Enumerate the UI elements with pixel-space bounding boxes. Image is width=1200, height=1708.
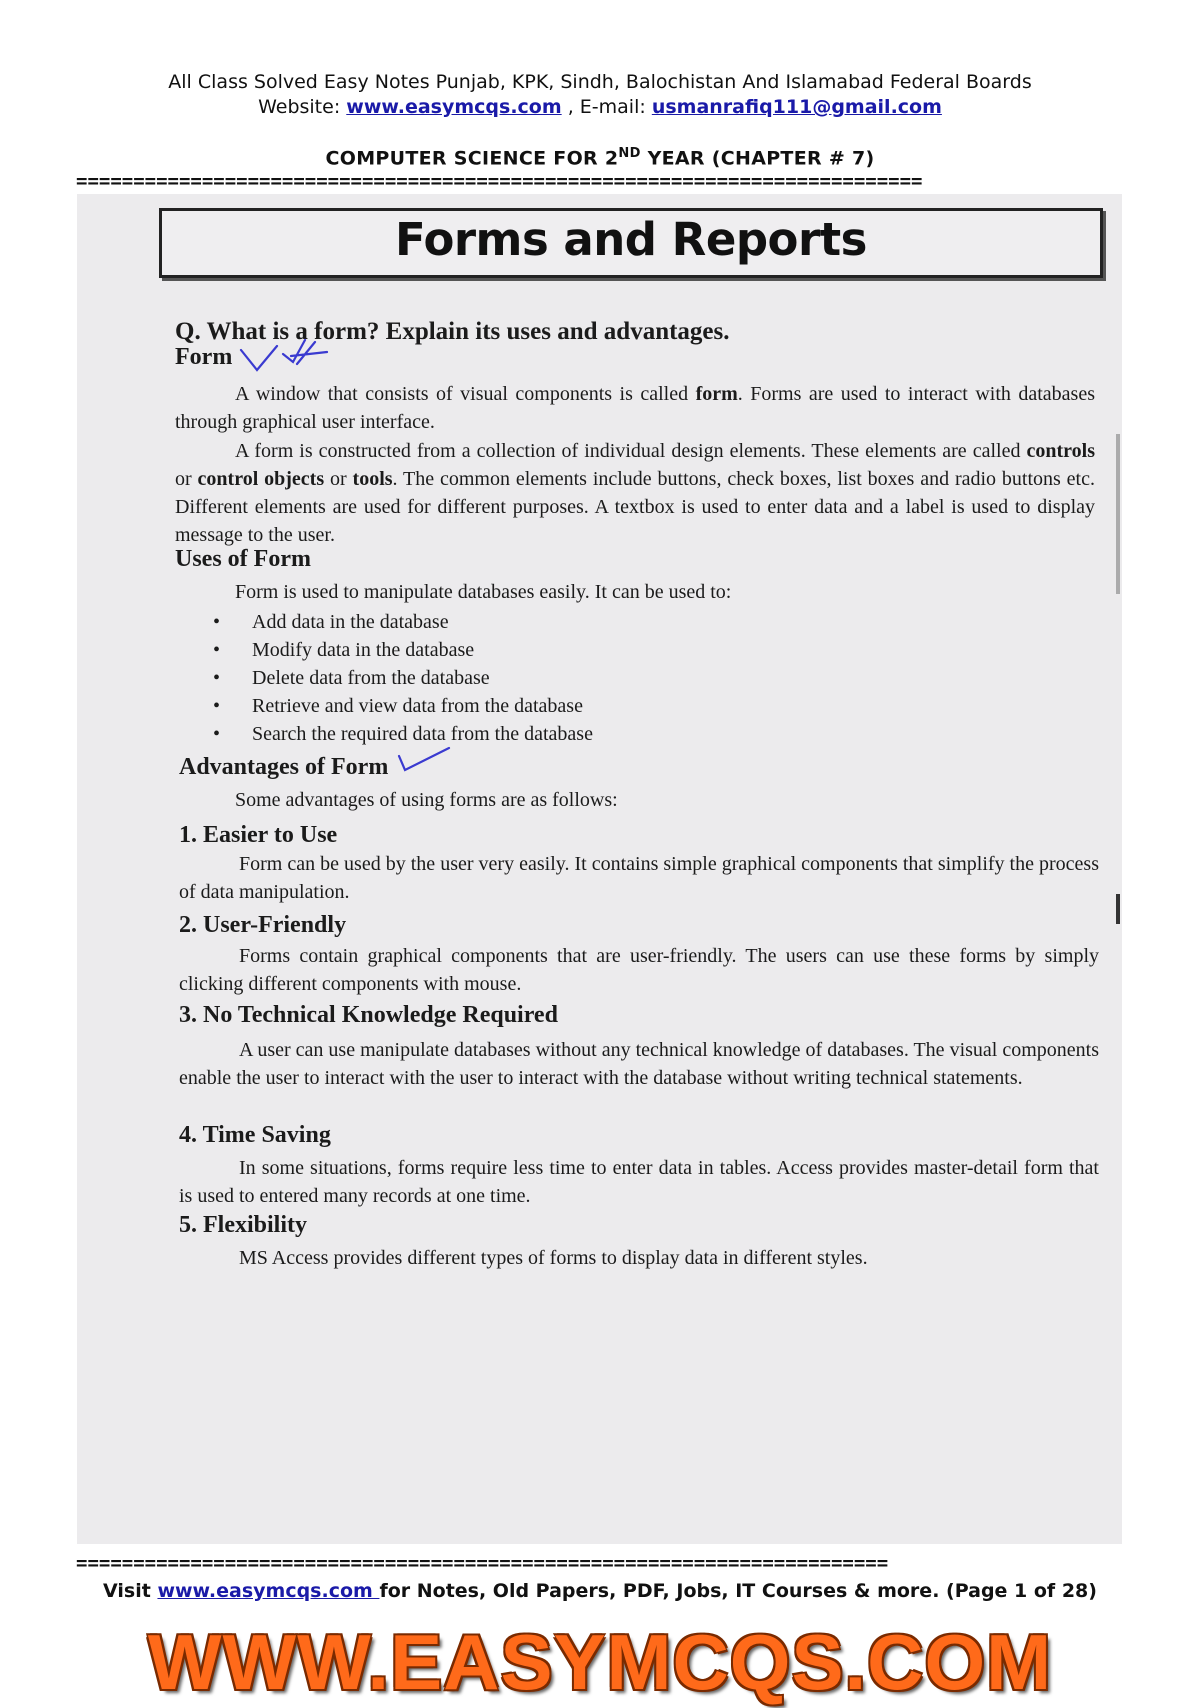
scan-edge-mark bbox=[1116, 434, 1120, 594]
advantage-2-text: Forms contain graphical components that are user-friendly. The users can use these forms by simply clicking different components with mouse. bbox=[179, 945, 1099, 995]
advantage-5-text: MS Access provides different types of forms to display data in different styles. bbox=[239, 1247, 868, 1269]
advantages-heading: Advantages of Form bbox=[179, 754, 389, 780]
footer-divider: ======================================================================= bbox=[76, 1553, 889, 1573]
advantage-2-heading: 2. User-Friendly bbox=[179, 912, 347, 938]
scan-edge-mark bbox=[1116, 894, 1120, 924]
header-boards-line: All Class Solved Easy Notes Punjab, KPK, Sindh, Balochistan And Islamabad Federal Boards bbox=[168, 71, 1032, 93]
website-link[interactable]: www.easymcqs.com bbox=[346, 96, 562, 118]
list-item: • Delete data from the database bbox=[175, 664, 593, 692]
footer-line: Visit www.easymcqs.com for Notes, Old Papers, PDF, Jobs, IT Courses & more. (Page 1 of 28) bbox=[103, 1580, 1097, 1602]
uses-heading: Uses of Form bbox=[175, 546, 311, 572]
form-heading: Form bbox=[175, 344, 233, 370]
handwritten-check-icon bbox=[395, 742, 455, 778]
chapter-banner bbox=[159, 208, 1103, 278]
uses-intro: Form is used to manipulate databases easily. It can be used to: bbox=[235, 581, 732, 603]
advantage-5-heading: 5. Flexibility bbox=[179, 1212, 307, 1238]
uses-list bbox=[175, 608, 593, 748]
list-item: • Retrieve and view data from the database bbox=[175, 692, 593, 720]
advantage-4-text: In some situations, forms require less time to enter data in tables. Access provides master-detail form that is used to entered many records at one time. bbox=[179, 1157, 1099, 1207]
form-elements-paragraph: A form is constructed from a collection of individual design elements. These elements are called controls or control objects or tools. The common elements include buttons, check boxes, list boxes and radio buttons etc. Different elements are used for different purposes. A textbox is used to enter data and a label is used to display message to the user. bbox=[175, 440, 1095, 546]
list-item: • Search the required data from the database bbox=[175, 720, 593, 748]
handwritten-tick-icon bbox=[235, 334, 335, 376]
advantage-4-heading: 4. Time Saving bbox=[179, 1122, 331, 1148]
email-label: , E-mail: bbox=[567, 96, 646, 118]
advantages-intro: Some advantages of using forms are as follows: bbox=[235, 789, 618, 811]
chapter-title: COMPUTER SCIENCE FOR 2ND YEAR (CHAPTER # 7) bbox=[325, 146, 875, 170]
banner-title: Forms and Reports bbox=[395, 213, 867, 266]
brand-logo: WWW.EASYMCQS.COM bbox=[147, 1618, 1053, 1706]
email-link[interactable]: usmanrafiq111@gmail.com bbox=[651, 96, 942, 118]
website-label: Website: bbox=[258, 96, 341, 118]
footer-website-link[interactable]: www.easymcqs.com bbox=[157, 1580, 380, 1602]
question-title: Q. What is a form? Explain its uses and advantages. bbox=[175, 318, 730, 345]
advantage-3-text: A user can use manipulate databases without any technical knowledge of databases. The visual components enable the user to interact with the user to interact with the database without writing technical statements. bbox=[179, 1039, 1099, 1089]
header-divider: ========================================================================== bbox=[76, 171, 923, 191]
form-definition-paragraph: A window that consists of visual components is called form. Forms are used to interact with databases through graphical user interface. bbox=[175, 383, 1095, 433]
advantage-1-text: Form can be used by the user very easily. It contains simple graphical components that simplify the process of data manipulation. bbox=[179, 853, 1099, 903]
header-contact-line bbox=[0, 95, 1200, 120]
advantage-1-heading: 1. Easier to Use bbox=[179, 822, 338, 848]
scanned-page bbox=[77, 194, 1122, 1544]
list-item: • Add data in the database bbox=[175, 608, 593, 636]
list-item: • Modify data in the database bbox=[175, 636, 593, 664]
advantage-3-heading: 3. No Technical Knowledge Required bbox=[179, 1002, 558, 1028]
site-header bbox=[0, 70, 1200, 120]
